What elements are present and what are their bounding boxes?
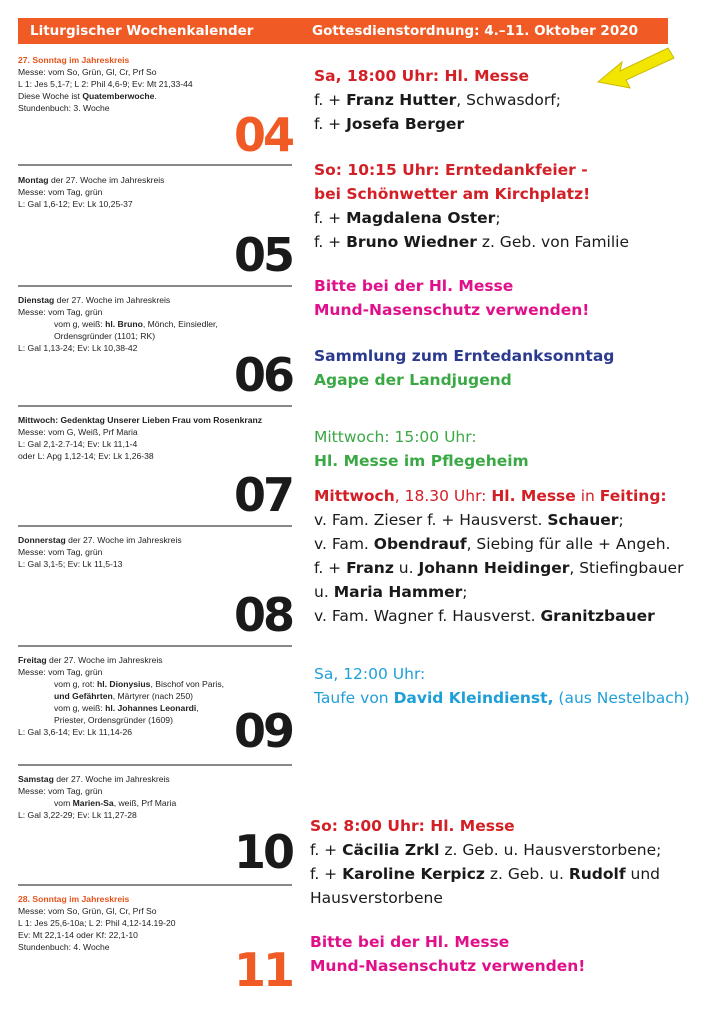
day-block-08 — [18, 534, 292, 642]
day-line: Ev: Mt 22,1-14 oder Kf: 22,1-10 — [18, 930, 138, 940]
mask-notice-2 — [310, 930, 710, 978]
divider — [18, 405, 292, 407]
day-line: Messe: vom So, Grün, Gl, Cr, Prf So — [18, 906, 157, 916]
day-title: 27. Sonntag im Jahreskreis — [18, 55, 130, 65]
day-block-09 — [18, 654, 292, 762]
day-line: Messe: vom So, Grün, Gl, Cr, Prf So — [18, 67, 157, 77]
day-title: Mittwoch: Gedenktag Unserer Lieben Frau vom Rosenkranz — [18, 415, 263, 425]
day-number: 05 — [233, 228, 292, 282]
day-line: vom g, weiß: hl. Johannes Leonardi, — [54, 703, 199, 713]
day-block-10 — [18, 773, 292, 883]
service-line: v. Fam. Wagner f. Hausverst. Granitzbauer — [314, 607, 655, 625]
day-line: L 1: Jes 5,1-7; L 2: Phil 4,6-9; Ev: Mt 21,33-44 — [18, 79, 193, 89]
day-number: 06 — [233, 348, 292, 402]
day-line: L 1: Jes 25,6-10a; L 2: Phil 4,12-14.19-20 — [18, 918, 176, 928]
day-number: 10 — [233, 825, 292, 879]
day-number: 11 — [233, 943, 292, 997]
day-line: vom g, rot: hl. Dionysius, Bischof von Paris, — [54, 679, 225, 689]
day-block-04 — [18, 54, 292, 162]
service-sunday-harvest — [314, 158, 714, 254]
notice-line: Taufe von David Kleindienst, (aus Nestelbach) — [314, 689, 690, 707]
day-line: L: Gal 3,22-29; Ev: Lk 11,27-28 — [18, 810, 137, 820]
header-bar — [18, 18, 668, 44]
day-title: Donnerstag der 27. Woche im Jahreskreis — [18, 535, 182, 545]
notice-line: Agape der Landjugend — [314, 371, 512, 389]
day-line: Messe: vom Tag, grün — [18, 786, 103, 796]
divider — [18, 645, 292, 647]
service-line: f. + Karoline Kerpicz z. Geb. u. Rudolf und — [310, 865, 661, 883]
day-block-06 — [18, 294, 292, 402]
notice-line: Mund-Nasenschutz verwenden! — [314, 301, 590, 319]
service-line: f. + Franz Hutter, Schwasdorf; — [314, 91, 561, 109]
service-line: f. + Josefa Berger — [314, 115, 465, 133]
day-block-11 — [18, 893, 292, 1003]
service-heading: So: 10:15 Uhr: Erntedankfeier - — [314, 161, 588, 179]
day-line: L: Gal 3,1-5; Ev: Lk 11,5-13 — [18, 559, 123, 569]
divider — [18, 884, 292, 886]
day-number: 08 — [233, 588, 292, 642]
day-line: Messe: vom Tag, grün — [18, 187, 103, 197]
day-title: 28. Sonntag im Jahreskreis — [18, 894, 130, 904]
day-line: L: Gal 1,6-12; Ev: Lk 10,25-37 — [18, 199, 133, 209]
day-title: Samstag der 27. Woche im Jahreskreis — [18, 774, 170, 784]
service-heading: Hl. Messe im Pflegeheim — [314, 452, 529, 470]
service-wednesday-care-home — [314, 425, 714, 473]
day-line: Ordensgründer (1101; RK) — [54, 331, 156, 341]
divider — [18, 164, 292, 166]
notice-line: Mund-Nasenschutz verwenden! — [310, 957, 586, 975]
day-line: L: Gal 1,13-24; Ev: Lk 10,38-42 — [18, 343, 138, 353]
day-title: Montag der 27. Woche im Jahreskreis — [18, 175, 165, 185]
service-line: f. + Magdalena Oster; — [314, 209, 501, 227]
day-number: 07 — [233, 468, 292, 522]
service-heading: So: 8:00 Uhr: Hl. Messe — [310, 817, 515, 835]
day-title: Dienstag der 27. Woche im Jahreskreis — [18, 295, 171, 305]
service-line: v. Fam. Zieser f. + Hausverst. Schauer; — [314, 511, 624, 529]
service-line: v. Fam. Obendrauf, Siebing für alle + Angeh. — [314, 535, 671, 553]
day-line: Messe: vom Tag, grün — [18, 307, 103, 317]
collection-notice — [314, 344, 714, 392]
mask-notice-1 — [314, 274, 714, 322]
day-line: Stundenbuch: 3. Woche — [18, 103, 110, 113]
service-saturday — [314, 64, 714, 136]
service-wednesday-feiting — [314, 484, 714, 628]
day-number: 04 — [233, 108, 292, 162]
service-line: f. + Cäcilia Zrkl z. Geb. u. Hausverstorbene; — [310, 841, 662, 859]
service-line: u. Maria Hammer; — [314, 583, 468, 601]
service-heading: Mittwoch: 15:00 Uhr: — [314, 428, 477, 446]
day-line: L: Gal 2,1-2.7-14; Ev: Lk 11,1-4 — [18, 439, 138, 449]
day-line: und Gefährten, Märtyrer (nach 250) — [54, 691, 193, 701]
day-line: L: Gal 3,6-14; Ev: Lk 11,14-26 — [18, 727, 133, 737]
service-heading: bei Schönwetter am Kirchplatz! — [314, 185, 591, 203]
day-line: Messe: vom G, Weiß, Prf Maria — [18, 427, 138, 437]
day-line: Stundenbuch: 4. Woche — [18, 942, 110, 952]
day-block-07 — [18, 414, 292, 522]
service-line: f. + Franz u. Johann Heidinger, Stiefingbauer — [314, 559, 684, 577]
baptism-notice — [314, 662, 714, 710]
divider — [18, 525, 292, 527]
day-block-05 — [18, 174, 292, 282]
day-line: Priester, Ordensgründer (1609) — [54, 715, 173, 725]
notice-line: Sa, 12:00 Uhr: — [314, 665, 426, 683]
divider — [18, 285, 292, 287]
day-line: oder L: Apg 1,12-14; Ev: Lk 1,26-38 — [18, 451, 154, 461]
day-line: Diese Woche ist Quatemberwoche. — [18, 91, 157, 101]
day-line: Messe: vom Tag, grün — [18, 547, 103, 557]
day-line: vom g, weiß: hl. Bruno, Mönch, Einsiedler, — [54, 319, 218, 329]
service-sunday-morning — [310, 814, 710, 910]
header-calendar-title: Liturgischer Wochenkalender — [30, 23, 254, 39]
divider — [18, 764, 292, 766]
service-line: f. + Bruno Wiedner z. Geb. von Familie — [314, 233, 629, 251]
day-line: vom Marien-Sa, weiß, Prf Maria — [54, 798, 177, 808]
day-number: 09 — [233, 704, 292, 758]
service-heading: Mittwoch, 18.30 Uhr: Hl. Messe in Feiting: — [314, 487, 667, 505]
header-schedule-title: Gottesdienstordnung: 4.–11. Oktober 2020 — [312, 23, 639, 39]
day-line: Messe: vom Tag, grün — [18, 667, 103, 677]
day-title: Freitag der 27. Woche im Jahreskreis — [18, 655, 163, 665]
service-line: Hausverstorbene — [310, 889, 443, 907]
notice-line: Sammlung zum Erntedanksonntag — [314, 347, 615, 365]
service-heading: Sa, 18:00 Uhr: Hl. Messe — [314, 67, 529, 85]
notice-line: Bitte bei der Hl. Messe — [314, 277, 514, 295]
notice-line: Bitte bei der Hl. Messe — [310, 933, 510, 951]
